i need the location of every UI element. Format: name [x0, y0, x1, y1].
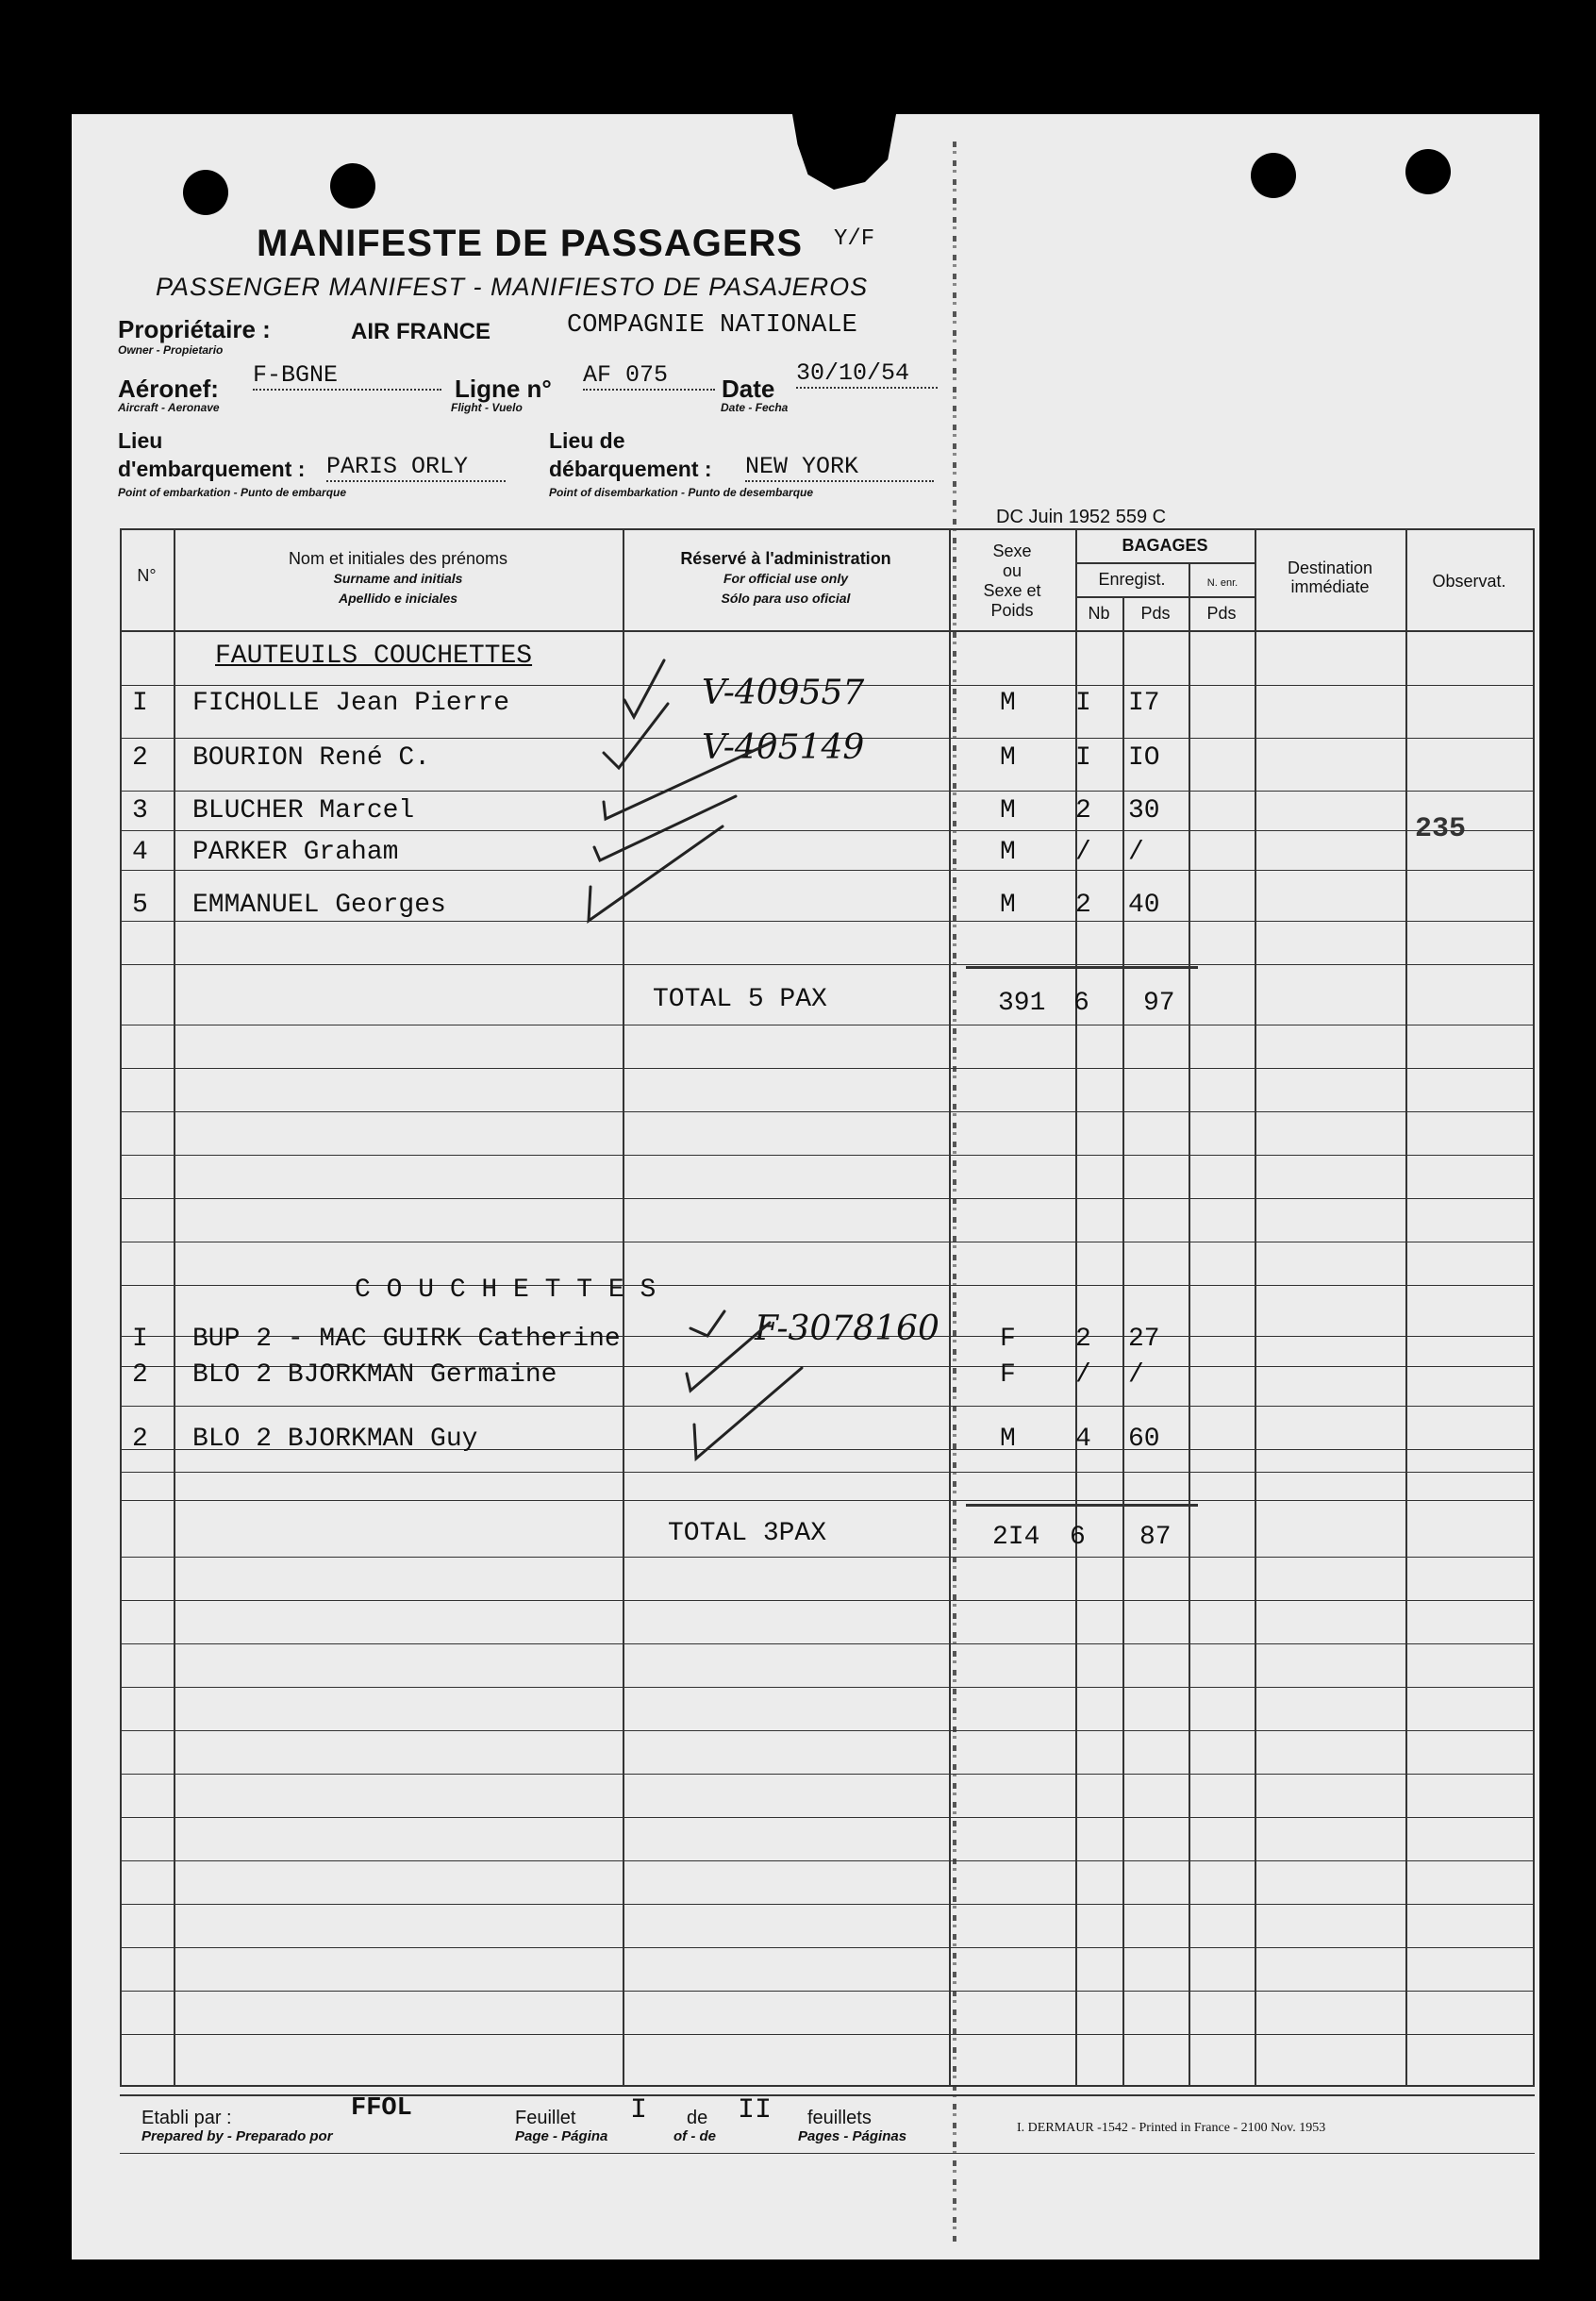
date-label: Date	[722, 375, 775, 403]
row-rule	[120, 1991, 1535, 1992]
of-label: de	[687, 2108, 708, 2128]
header-destination-1: Destination	[1287, 559, 1373, 577]
header-admin-es: Sólo para uso oficial	[721, 591, 851, 606]
header-sex-3: Sexe et	[983, 581, 1041, 600]
baggage-weight: IO	[1128, 743, 1160, 773]
header-destination-2: immédiate	[1290, 577, 1370, 596]
of-sublabel: of - de	[673, 2128, 716, 2144]
total-2-nb: 6	[1070, 1523, 1086, 1552]
page-title: MANIFESTE DE PASSAGERS	[257, 223, 804, 264]
passenger-name: BUP 2 - MAC GUIRK Catherine	[192, 1325, 621, 1354]
header-sex	[949, 542, 1075, 621]
header-admin-en: For official use only	[723, 571, 848, 586]
owner-sublabel: Owner - Propietario	[118, 343, 224, 357]
checkmark	[589, 826, 723, 921]
of-value: II	[738, 2094, 773, 2126]
row-rule	[120, 1817, 1535, 1818]
punch-hole	[1251, 153, 1296, 198]
row-number: 4	[132, 838, 148, 867]
owner-value: AIR FRANCE	[351, 319, 490, 344]
passenger-name: FICHOLLE Jean Pierre	[192, 689, 510, 718]
header-not-registered: N. enr.	[1206, 577, 1239, 589]
row-rule	[120, 1860, 1535, 1861]
form-reference: DC Juin 1952 559 C	[996, 507, 1167, 527]
row-rule	[120, 1557, 1535, 1558]
checkmark	[690, 1311, 724, 1336]
disembarkation-sublabel: Point of disembarkation - Punto de desembarque	[549, 486, 814, 499]
passenger-name: BLO 2 BJORKMAN Germaine	[192, 1360, 557, 1390]
row-rule	[120, 1774, 1535, 1775]
row-number: 2	[132, 1360, 148, 1390]
baggage-count: /	[1075, 1360, 1091, 1390]
baggage-count: 2	[1075, 796, 1091, 825]
admin-ticket-number: V-405149	[702, 728, 865, 767]
punch-hole	[1405, 149, 1451, 194]
baggage-count: 4	[1075, 1425, 1091, 1454]
baggage-weight: /	[1128, 1360, 1144, 1390]
pages-label: feuillets	[807, 2108, 872, 2128]
section-title-couchettes: C O U C H E T T E S	[355, 1276, 657, 1305]
punch-hole	[330, 163, 375, 208]
passenger-sex: M	[1000, 796, 1016, 825]
header-destination	[1255, 559, 1405, 596]
sheet-value: I	[630, 2094, 648, 2126]
row-number: 5	[132, 891, 148, 920]
header-sex-1: Sexe	[992, 542, 1032, 560]
total-1-nb: 6	[1073, 989, 1089, 1018]
passenger-name: BOURION René C.	[192, 743, 431, 773]
header-admin	[623, 549, 949, 608]
embarkation-label-2: d'embarquement :	[118, 457, 306, 481]
prepared-by-value: FFOL	[351, 2094, 412, 2123]
col-rule	[1405, 528, 1407, 2087]
aircraft-label: Aéronef:	[118, 375, 219, 403]
aircraft-value: F-BGNE	[253, 361, 441, 391]
pages-sublabel: Pages - Páginas	[798, 2128, 907, 2144]
header-nreg-pds: Pds	[1206, 604, 1237, 623]
header-nb: Nb	[1088, 604, 1110, 623]
baggage-weight: /	[1128, 838, 1144, 867]
baggage-count: 2	[1075, 891, 1091, 920]
row-rule	[120, 1904, 1535, 1905]
baggage-count: I	[1075, 743, 1091, 773]
col-rule	[120, 528, 122, 2087]
row-rule	[120, 1600, 1535, 1601]
total-1-pds: 97	[1143, 989, 1175, 1018]
passenger-sex: M	[1000, 743, 1016, 773]
passenger-name: EMMANUEL Georges	[192, 891, 446, 920]
row-rule	[120, 1730, 1535, 1731]
header-name-en: Surname and initials	[333, 571, 463, 586]
header-pds: Pds	[1140, 604, 1171, 623]
sheet-sublabel: Page - Página	[515, 2128, 608, 2144]
flight-label: Ligne n°	[455, 375, 552, 403]
col-rule	[1122, 596, 1124, 2087]
baggage-count: 2	[1075, 1325, 1091, 1354]
header-registered: Enregist.	[1098, 570, 1166, 589]
page-subtitle: PASSENGER MANIFEST - MANIFIESTO DE PASAJEROS	[156, 273, 869, 301]
baggage-weight: 27	[1128, 1325, 1160, 1354]
total-1-label: TOTAL 5 PAX	[653, 985, 827, 1014]
total-rule	[966, 966, 1198, 969]
passenger-name: BLO 2 BJORKMAN Guy	[192, 1425, 478, 1454]
admin-ticket-number: F-3078160	[755, 1309, 939, 1348]
header-name-fr: Nom et initiales des prénoms	[288, 549, 508, 568]
total-2-weight: 2I4	[992, 1523, 1040, 1552]
disembarkation-label-2: débarquement :	[549, 457, 712, 481]
header-observ: Observat.	[1432, 572, 1506, 591]
checkmark	[594, 796, 736, 860]
disembarkation-label-1: Lieu de	[549, 428, 625, 453]
prepared-by-label: Etabli par :	[141, 2108, 232, 2128]
embarkation-sublabel: Point of embarkation - Punto de embarque	[118, 486, 347, 499]
baggage-header-rule	[1075, 562, 1255, 564]
footer-bottom-rule	[120, 2153, 1535, 2154]
owner-label: Propriétaire :	[118, 315, 271, 343]
embarkation-value: PARIS ORLY	[326, 453, 506, 482]
col-rule	[1533, 528, 1535, 2087]
passenger-sex: F	[1000, 1360, 1016, 1390]
total-2-pds: 87	[1139, 1523, 1172, 1552]
header-name-es: Apellido e iniciales	[338, 591, 458, 606]
date-value: 30/10/54	[796, 359, 938, 389]
passenger-name: PARKER Graham	[192, 838, 399, 867]
header-sex-2: ou	[1002, 561, 1022, 580]
total-2-label: TOTAL 3PAX	[668, 1519, 827, 1548]
aircraft-sublabel: Aircraft - Aeronave	[118, 401, 220, 414]
baggage-weight: 60	[1128, 1425, 1160, 1454]
header-sex-4: Poids	[990, 601, 1034, 620]
row-number: 3	[132, 796, 148, 825]
registered-header-rule	[1075, 596, 1255, 598]
checkmark	[694, 1368, 802, 1459]
row-number: 2	[132, 1425, 148, 1454]
row-number: 2	[132, 743, 148, 773]
baggage-count: /	[1075, 838, 1091, 867]
table-bottom-border	[120, 2085, 1535, 2087]
header-name	[174, 549, 623, 608]
baggage-weight: I7	[1128, 689, 1160, 718]
flight-sublabel: Flight - Vuelo	[451, 401, 523, 414]
baggage-weight: 30	[1128, 796, 1160, 825]
col-rule	[1255, 528, 1256, 2087]
row-rule	[120, 1687, 1535, 1688]
baggage-count: I	[1075, 689, 1091, 718]
sheet-label: Feuillet	[515, 2108, 576, 2128]
checkmark	[624, 660, 664, 717]
row-rule	[120, 2034, 1535, 2035]
passenger-sex: M	[1000, 838, 1016, 867]
row-rule	[120, 1500, 1535, 1501]
baggage-weight: 40	[1128, 891, 1160, 920]
disembarkation-value: NEW YORK	[745, 453, 934, 482]
passenger-sex: M	[1000, 891, 1016, 920]
observation-mark: 235	[1415, 813, 1467, 845]
punch-hole	[183, 170, 228, 215]
passenger-name: BLUCHER Marcel	[192, 796, 415, 825]
row-number: I	[132, 689, 148, 718]
header-baggage: BAGAGES	[1122, 536, 1208, 555]
admin-ticket-number: V-409557	[702, 674, 865, 712]
passenger-sex: F	[1000, 1325, 1016, 1354]
col-rule	[174, 528, 175, 2087]
flight-value: AF 075	[583, 361, 715, 391]
row-rule	[120, 1643, 1535, 1644]
total-1-weight: 391	[998, 989, 1046, 1018]
header-no: N°	[137, 566, 157, 585]
embarkation-label-1: Lieu	[118, 428, 163, 453]
total-rule	[966, 1504, 1198, 1507]
owner-value-2: COMPAGNIE NATIONALE	[567, 311, 857, 340]
handwritten-checkmarks	[566, 651, 972, 1481]
section-title-fauteuils: FAUTEUILS COUCHETTES	[215, 642, 533, 671]
date-sublabel: Date - Fecha	[721, 401, 789, 414]
table-top-border	[120, 528, 1535, 530]
printer-imprint: I. DERMAUR -1542 - Printed in France - 2100 Nov. 1953	[1017, 2121, 1326, 2135]
row-number: I	[132, 1325, 148, 1354]
table-header-bottom	[120, 630, 1535, 632]
prepared-by-sublabel: Prepared by - Preparado por	[141, 2128, 333, 2144]
passenger-sex: M	[1000, 689, 1016, 718]
passenger-sex: M	[1000, 1425, 1016, 1454]
class-mark: Y/F	[834, 226, 875, 252]
row-rule	[120, 1947, 1535, 1948]
header-admin-fr: Réservé à l'administration	[680, 549, 891, 568]
footer-top-rule	[120, 2094, 1535, 2096]
